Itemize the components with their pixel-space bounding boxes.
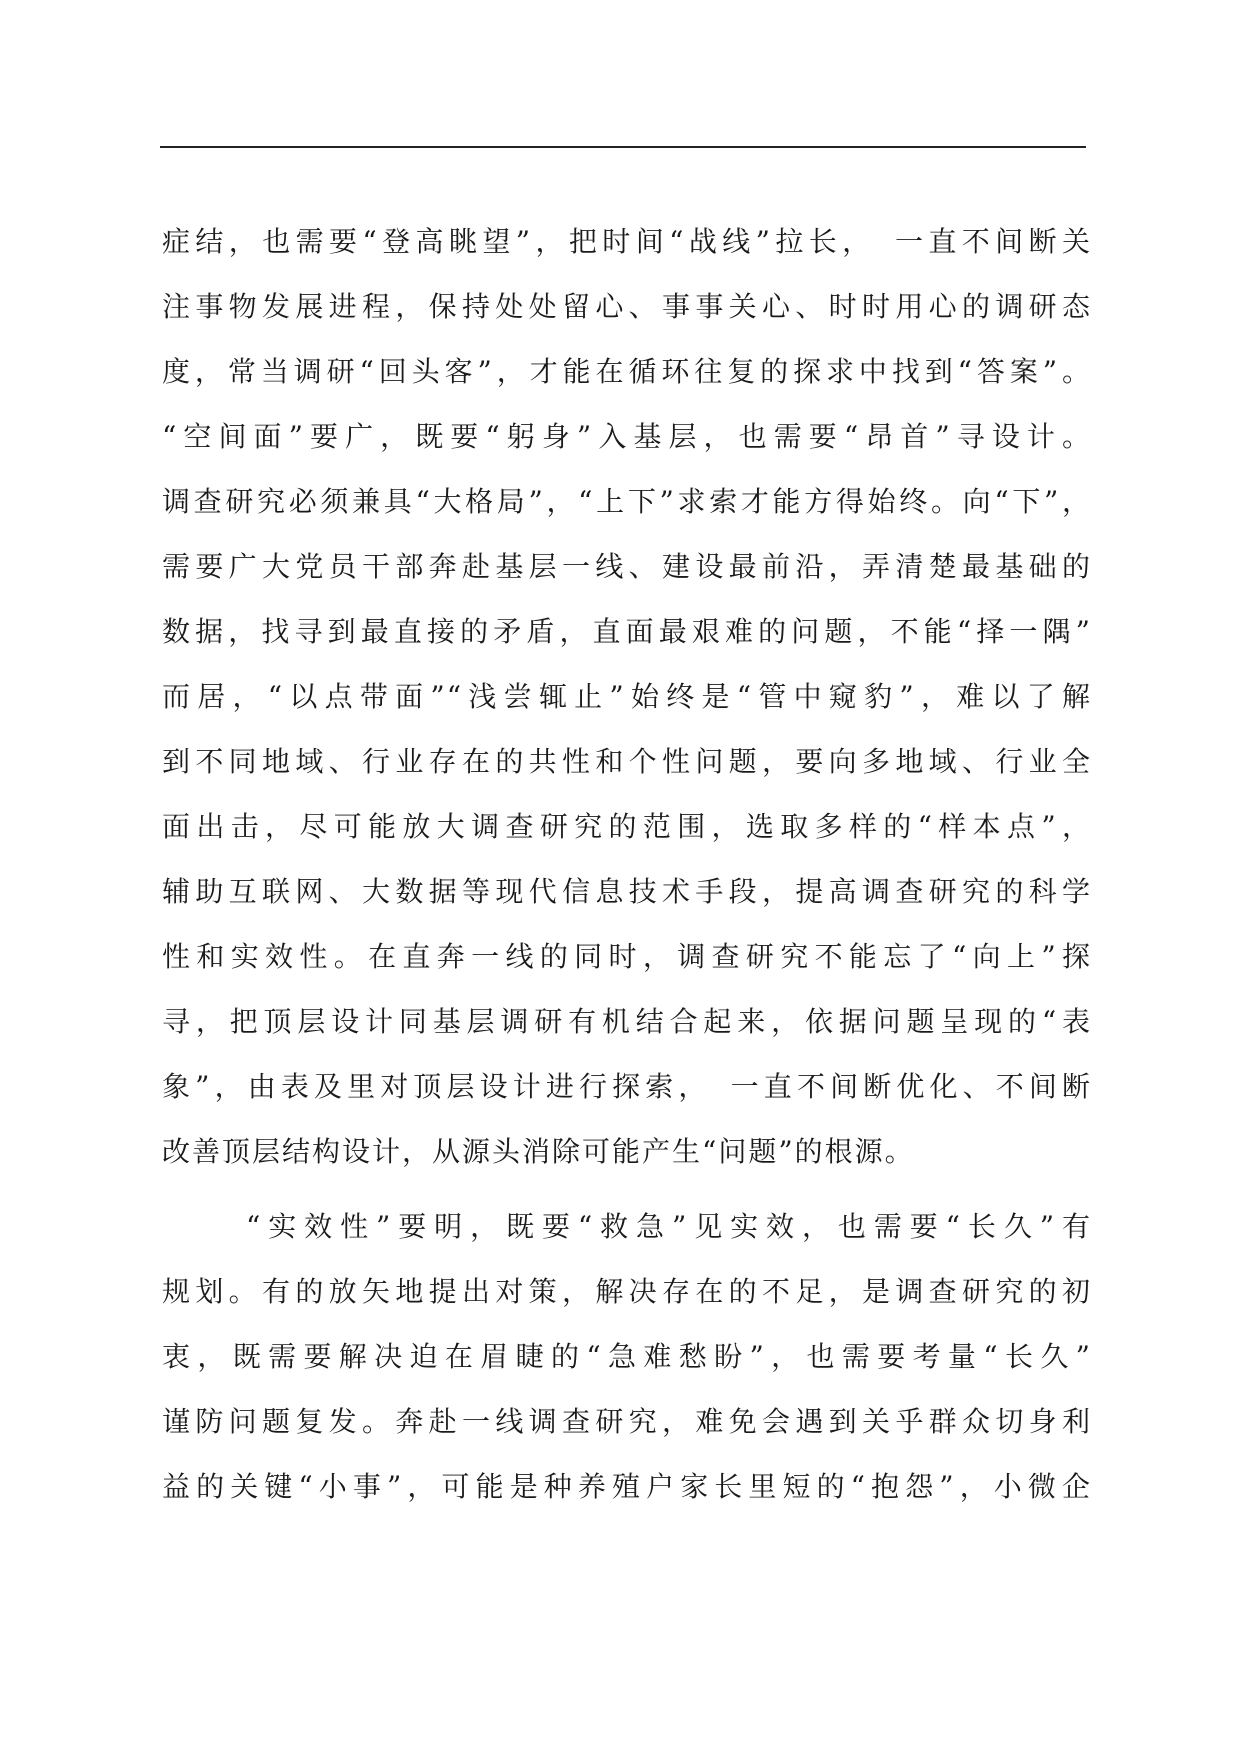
body-line: 而居，“以点带面”“浅尝辄止”始终是“管中窥豹”，难以了解 [162, 680, 1092, 713]
body-line: 度，常当调研“回头客”，才能在循环往复的探求中找到“答案”。 [162, 355, 1092, 388]
body-line: “实效性”要明，既要“救急”见实效，也需要“长久”有 [246, 1210, 1092, 1243]
body-line: 性和实效性。在直奔一线的同时，调查研究不能忘了“向上”探 [162, 940, 1092, 973]
body-line: 象”，由表及里对顶层设计进行探索， 一直不间断优化、不间断 [162, 1070, 1092, 1103]
body-line: 需要广大党员干部奔赴基层一线、建设最前沿，弄清楚最基础的 [162, 550, 1092, 583]
body-line: “空间面”要广，既要“躬身”入基层，也需要“昂首”寻设计。 [162, 420, 1092, 453]
body-line: 衷，既需要解决迫在眉睫的“急难愁盼”，也需要考量“长久” [162, 1340, 1092, 1373]
header-rule [160, 146, 1086, 148]
body-line: 数据，找寻到最直接的矛盾，直面最艰难的问题，不能“择一隅” [162, 615, 1092, 648]
body-line: 调查研究必须兼具“大格局”，“上下”求索才能方得始终。向“下”， [162, 485, 1092, 518]
body-line: 症结，也需要“登高眺望”，把时间“战线”拉长， 一直不间断关 [162, 225, 1092, 258]
body-line: 到不同地域、行业存在的共性和个性问题，要向多地域、行业全 [162, 745, 1092, 778]
body-line: 益的关键“小事”，可能是种养殖户家长里短的“抱怨”，小微企 [162, 1470, 1092, 1503]
body-line: 规划。有的放矢地提出对策，解决存在的不足，是调查研究的初 [162, 1275, 1092, 1308]
body-line: 改善顶层结构设计，从源头消除可能产生“问题”的根源。 [162, 1135, 915, 1168]
body-line: 谨防问题复发。奔赴一线调查研究，难免会遇到关乎群众切身利 [162, 1405, 1092, 1438]
body-line: 面出击，尽可能放大调查研究的范围，选取多样的“样本点”， [162, 810, 1092, 843]
body-line: 寻，把顶层设计同基层调研有机结合起来，依据问题呈现的“表 [162, 1005, 1092, 1038]
body-line: 注事物发展进程，保持处处留心、事事关心、时时用心的调研态 [162, 290, 1092, 323]
body-line: 辅助互联网、大数据等现代信息技术手段，提高调查研究的科学 [162, 875, 1092, 908]
